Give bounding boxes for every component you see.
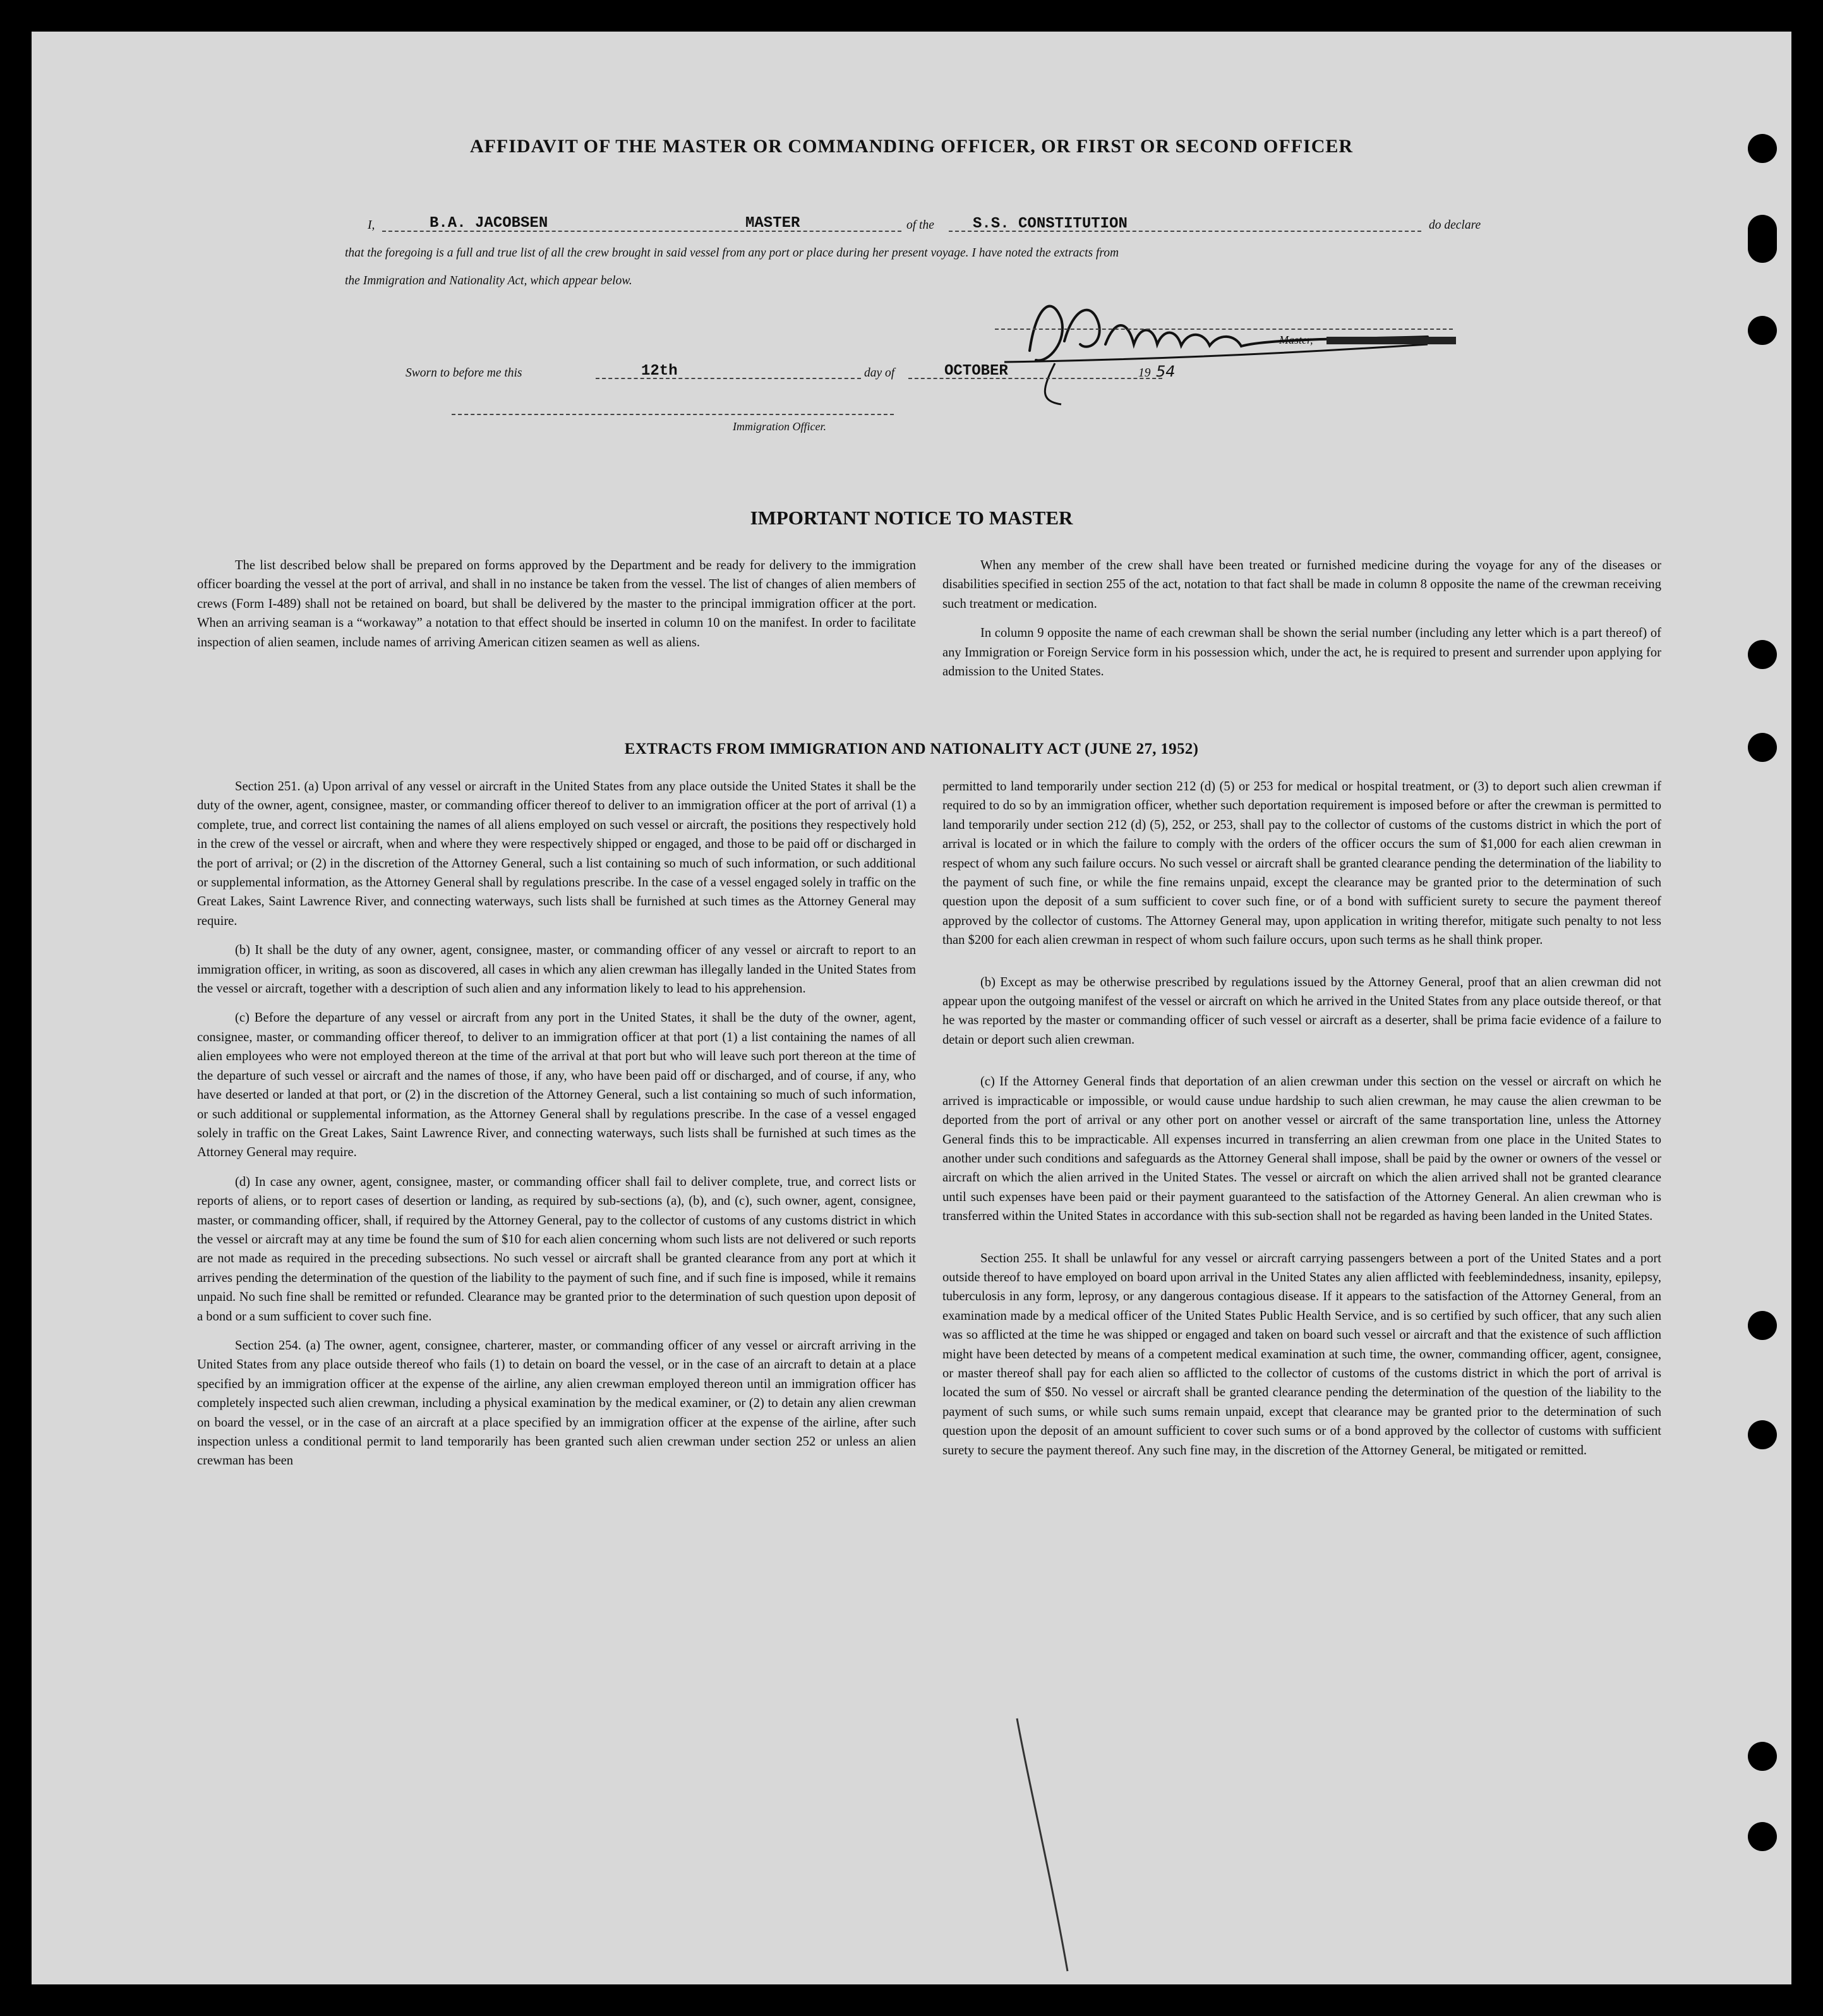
act-section-paragraph: permitted to land temporarily under section 212 (d) (5) or 253 for medical or hospital treatment, or (3) to deport such alien crewman if required to do so by an immigration officer, whether such deportation requirement is imposed before or after the crewman is permitted to land temporarily under section 212 (d) (5), 252, or 253, shall pay to the collector of customs of the customs district in which the port of arrival is located or in which the failure to comply with the orders of the officer occurs the sum of $1,000 for each alien crewman in respect of whom any such failure occurs. No such vessel or aircraft shall be granted clearance pending the determination of the liability to the payment of such fine, or while the fine remains unpaid, except the clearance may be granted prior to the determination of such question upon the deposit of a sum sufficient to cover such fine, or of a bond with sufficient surety to secure the payment thereof approved by the collector of customs. The Attorney General may, upon application in writing therefor, mitigate such penalty to not less than $200 for each alien crewman in respect of whom such failure occurs, upon such terms as he shall think proper.: [942, 780, 1661, 948]
immigration-officer-label: Immigration Officer.: [733, 420, 826, 433]
notice-paragraph: When any member of the crew shall have been treated or furnished medicine during the voyage for any of the diseases or disabilities specified in section 255 of the act, notation to that fact shall be made in column 8 opposite the name of the crewman receiving such treatment or medication.: [942, 558, 1661, 611]
punch-hole-icon: [1748, 1742, 1777, 1771]
sworn-year: 54: [1156, 363, 1176, 380]
sworn-month: OCTOBER: [944, 363, 1008, 380]
notice-left-column: [197, 556, 916, 666]
officer-rank: MASTER: [745, 215, 800, 232]
day-of-label: day of: [864, 366, 895, 380]
extracts-right-column: [942, 777, 1661, 1474]
punch-hole-icon: [1748, 640, 1777, 669]
signature-mark: [992, 281, 1522, 407]
punch-hole-icon: [1748, 215, 1777, 263]
act-section-paragraph: Section 251. (a) Upon arrival of any vessel or aircraft in the United States from any place outside the United States it shall be the duty of the owner, agent, consignee, master, or commanding officer thereof to deliver to an immigration officer at the port of arrival (1) a complete, true, and correct list containing the names of all aliens employed on such vessel or aircraft, the positions they respectively hold in the crew of the vessel or aircraft, when and where they were respectively shipped or engaged, and those to be paid off or discharged in the port of arrival; or (2) in the discretion of the Attorney General, such a list containing so much of such information, or such additional or supplemental information, as the Attorney General shall by regulations prescribe. In the case of a vessel engaged solely in traffic on the Great Lakes, Saint Lawrence River, and connecting waterways, such lists shall be furnished at such times as the Attorney General may require.: [197, 780, 916, 928]
do-declare-label: do declare: [1429, 219, 1481, 232]
of-the-label: of the: [906, 219, 934, 232]
notice-title: IMPORTANT NOTICE TO MASTER: [750, 507, 1073, 529]
act-section-paragraph: (b) Except as may be otherwise prescribed by regulations issued by the Attorney General, proof that an alien crewman did not appear upon the outgoing manifest of the vessel or aircraft on which he arrived in the United States from any place outside thereof, or that he was reported by the master or commanding officer of such vessel or aircraft as a deserter, shall be prima facie evidence of a failure to detain or deport such alien crewman.: [942, 975, 1661, 1047]
extracts-left-column: [197, 777, 916, 1481]
sworn-label: Sworn to before me this: [406, 366, 522, 380]
sworn-day-line: [596, 378, 861, 379]
master-signature-line: [995, 329, 1453, 330]
act-section-paragraph: (c) If the Attorney General finds that deportation of an alien crewman under this section on the vessel or aircraft on which he arrived is impracticable or impossible, or would cause undue hardship to such alien crewman, he may cause the alien crewman to be deported from the port of arrival or any other port on another vessel or aircraft of the same transportation line, unless the Attorney General finds this to be impracticable. All expenses incurred in transferring an alien crewman from one place in the United States to another under such conditions and safeguards as the Attorney General shall impose, shall be paid by the owner or owners of the vessel or aircraft on which the alien arrived in the United States. The vessel or aircraft on which the alien arrived shall not be granted clearance until such expenses have been paid or their payment guaranteed to the satisfaction of the Attorney General. An alien crewman who is transferred within the United States in accordance with this sub-section shall not be regarded as having been landed in the United States.: [942, 1075, 1661, 1224]
vessel-name: S.S. CONSTITUTION: [973, 215, 1128, 232]
notice-paragraph: The list described below shall be prepared on forms approved by the Department and be ready for delivery to the immigration officer boarding the vessel at the port of arrival, and shall in no instance be taken from the vessel. The list of changes of alien members of crews (Form I-489) shall not be retained on board, but shall be delivered by the master to the principal immigration officer at the port. When an arriving seaman is a “workaway” a notation to that effect should be inserted in column 10 on the manifest. In order to facilitate inspection of alien seamen, include names of arriving American citizen seamen as well as aliens.: [197, 558, 916, 649]
year-prefix: 19: [1138, 366, 1151, 380]
punch-hole-icon: [1748, 1822, 1777, 1851]
affidavit-title: AFFIDAVIT OF THE MASTER OR COMMANDING OFFICER, OR FIRST OR SECOND OFFICER: [469, 136, 1354, 157]
punch-hole-icon: [1748, 1420, 1777, 1449]
act-section-paragraph: (b) It shall be the duty of any owner, agent, consignee, master, or commanding officer of any vessel or aircraft to report to an immigration officer, in writing, as soon as discovered, all cases in which any alien crewman has illegally landed in the United States from the vessel or aircraft, together with a description of such alien and any information likely to lead to his apprehension.: [197, 943, 916, 996]
extracts-title: EXTRACTS FROM IMMIGRATION AND NATIONALITY ACT (JUNE 27, 1952): [624, 740, 1199, 758]
punch-hole-icon: [1748, 1311, 1777, 1340]
officer-name: B.A. JACOBSEN: [430, 215, 548, 232]
act-section-paragraph: Section 255. It shall be unlawful for any vessel or aircraft carrying passengers between a port of the United States and a port outside thereof to have employed on board upon arrival in the United States any alien afflicted with feeblemindedness, insanity, epilepsy, tuberculosis in any form, leprosy, or any dangerous contagious disease. If it appears to the satisfaction of the Attorney General, from an examination made by a medical officer of the United States Public Health Service, and is so certified by such officer, that any such alien was so afflicted at the time he was shipped or engaged and taken on board such vessel or aircraft and that the existence of such affliction might have been detected by means of a competent medical examination at such time, the owner, commanding officer, agent, consignee, or master thereof shall pay for each alien so afflicted to the collector of customs of the customs district in which the port of arrival is located the sum of $50. No vessel or aircraft shall be granted clearance pending the determination of the question of the liability to the payment of such sums, or while such sums remain unpaid, except that clearance may be granted prior to the determination of such question upon the deposit of an amount sufficient to cover such sums or of a bond approved by the collector of customs with sufficient surety to secure the payment thereof. Any such fine may, in the discretion of the Attorney General, be mitigated or remitted.: [942, 1251, 1661, 1458]
sworn-day: 12th: [641, 363, 678, 380]
master-label: Master,: [1279, 334, 1313, 346]
act-section-paragraph: (c) Before the departure of any vessel or aircraft from any port in the United States, it shall be the duty of the owner, agent, consignee, master, or commanding officer thereof, to deliver to an immigration officer at that port (1) a list containing the names of all alien employees who were not employed thereon at the time of the arrival at that port but who will leave such port thereon at the time of the departure of such vessel or aircraft and the names of those, if any, who have been paid off or discharged, and of course, if any, who have deserted or landed at that port, or (2) in the discretion of the Attorney General, such a list containing so much of such information, or such additional or supplemental information, as the Attorney General shall by regulations prescribe. In the case of a vessel engaged solely in traffic on the Great Lakes, Saint Lawrence River, and connecting waterways, such lists shall be furnished at such times as the Attorney General may require.: [197, 1011, 916, 1160]
notice-right-column: [942, 556, 1661, 695]
immigration-officer-line: [452, 414, 894, 415]
statement-line-1: that the foregoing is a full and true list of all the crew brought in said vessel from any port or place during her present voyage. I have noted the extracts from: [345, 246, 1119, 260]
act-section-paragraph: Section 254. (a) The owner, agent, consignee, charterer, master, or commanding officer of any vessel or aircraft arriving in the United States from any place outside thereof who fails (1) to detain on board the vessel, or in the case of an aircraft to detain at a place specified by an immigration officer at the expense of the airline, any alien crewman employed thereon until an immigration officer has completely inspected such alien crewman, including a physical examination by the medical examiner, or (2) to detain any alien crewman on board the vessel, or in the case of an aircraft at a place specified by an immigration officer at the expense of the airline, after such inspection unless a conditional permit to land temporarily has been granted such alien crewman under section 252 or unless an alien crewman has been: [197, 1338, 916, 1468]
notice-paragraph: In column 9 opposite the name of each crewman shall be shown the serial number (including any letter which is a part thereof) of any Immigration or Foreign Service form in his possession which, under the act, he is required to present and surrender upon applying for admission to the United States.: [942, 626, 1661, 679]
act-section-paragraph: (d) In case any owner, agent, consignee, master, or commanding officer shall fail to deliver complete, true, and correct lists or reports of aliens, or to report cases of desertion or landing, as required by sub-sections (a), (b), and (c), such owner, agent, consignee, master, or commanding officer, shall, if required by the Attorney General, pay to the collector of customs of any customs district in which the vessel or aircraft may at any time be found the sum of $10 for each alien concerning whom such lists are not delivered or such reports are not made as required in the preceding subsections. No such vessel or aircraft shall be granted clearance from any port at which it arrives pending the determination of the question of the liability to the payment of such fine, and if such fine is imposed, while it remains unpaid. No such fine shall be remitted or refunded. Clearance may be granted prior to the determination of such question upon deposit of a bond or a sum sufficient to cover such fine.: [197, 1174, 916, 1324]
struck-title-mark: [1327, 337, 1456, 344]
i-label: I,: [368, 219, 375, 232]
punch-hole-icon: [1748, 316, 1777, 345]
document-page: [32, 32, 1791, 1984]
pen-stroke-mark: [1004, 1712, 1093, 1977]
statement-line-2: the Immigration and Nationality Act, which appear below.: [345, 274, 632, 287]
